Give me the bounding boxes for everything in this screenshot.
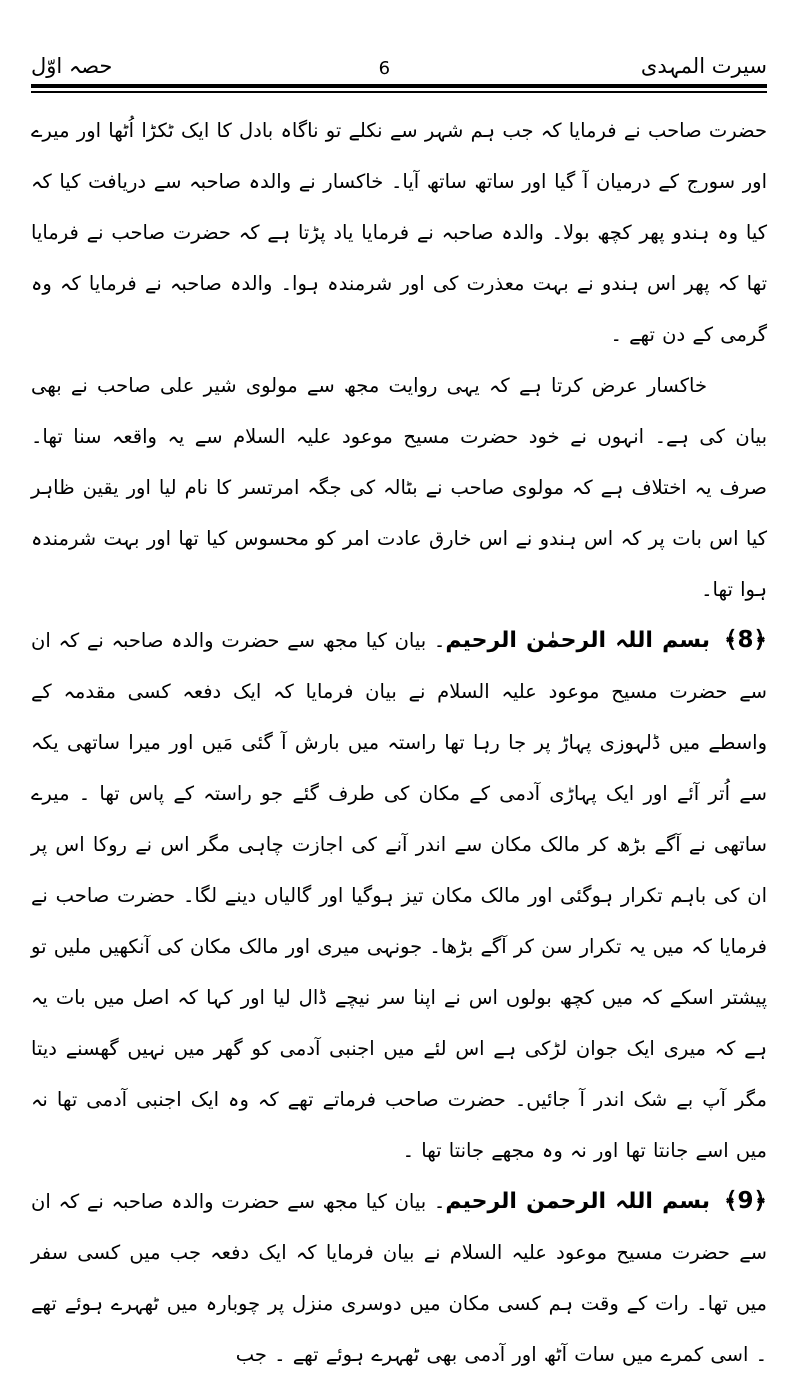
narration-9-text: ۔ بیان کیا مجھ سے حضرت والدہ صاحبہ نے کہ ان سے حضرت مسیح موعود علیہ السلام نے بیان فرمایا کہ ایک دفعہ جب میں کسی سفر میں تھا۔ رات کے وقت ہم کسی مکان میں دوسری منزل پر چوبارہ میں ٹھہرے ہوئے تھے ۔ اسی کمرے میں سات آٹھ اور آدمی بھی ٹھہرے ہوئے تھے ۔ جب <box>31 1190 767 1367</box>
book-title: سیرت المہدی <box>640 54 767 78</box>
paragraph-narration-8 <box>31 615 767 1176</box>
page-body <box>31 105 767 1380</box>
paragraph-khaksar-note: خاکسار عرض کرتا ہے کہ یہی روایت مجھ سے مولوی شیر علی صاحب نے بھی بیان کی ہے۔ انہوں نے خود حضرت مسیح موعود علیہ السلام سے یہ واقعہ سنا تھا۔ صرف یہ اختلاف ہے کہ مولوی صاحب نے بٹالہ کی جگہ امرتسر کا نام لیا اور یقین ظاہر کیا اس بات پر کہ اس ہندو نے اس خارق عادت امر کو محسوس کیا تھا اور بہت شرمندہ ہوا تھا۔ <box>31 374 767 602</box>
header-rule <box>31 84 767 93</box>
part-label: حصہ اوّل <box>31 54 113 78</box>
bismillah-8: بسم اللہ الرحمٰن الرحیم <box>445 628 711 654</box>
book-page <box>0 54 797 1367</box>
bismillah-9: بسم اللہ الرحمن الرحیم <box>445 1189 711 1215</box>
header-rule-thick-line <box>31 84 767 88</box>
page-number: 6 <box>378 57 391 79</box>
paragraph-cloud-narration: حضرت صاحب نے فرمایا کہ جب ہم شہر سے نکلے تو ناگاہ بادل کا ایک ٹکڑا اُٹھا اور میرے اور سورج کے درمیان آ گیا اور ساتھ ساتھ آیا۔ خاکسار نے والدہ صاحبہ سے دریافت کیا کہ کیا وہ ہندو پھر کچھ بولا۔ والدہ صاحبہ نے فرمایا یاد پڑتا ہے کہ حضرت صاحب نے فرمایا تھا کہ پھر اس ہندو نے بہت معذرت کی اور شرمندہ ہوا۔ والدہ صاحبہ نے فرمایا کہ وہ گرمی کے دن تھے ۔ <box>31 119 767 347</box>
header-rule-thin-line <box>31 91 767 93</box>
section-number-8: ﴿8﴾ <box>724 627 767 654</box>
section-number-9: ﴿9﴾ <box>724 1188 767 1215</box>
page-header <box>31 54 767 79</box>
paragraph-narration-9 <box>31 1176 767 1380</box>
narration-8-text: ۔ بیان کیا مجھ سے حضرت والدہ صاحبہ نے کہ ان سے حضرت مسیح موعود علیہ السلام نے بیان فرمایا کہ ایک دفعہ کسی مقدمہ کے واسطے میں ڈلہوزی پہاڑ پر جا رہا تھا راستہ میں بارش آ گئی مَیں اور میرا ساتھی یکہ سے اُتر آئے اور ایک پہاڑی آدمی کے مکان کی طرف گئے جو راستہ کے پاس تھا ۔ میرے ساتھی نے آگے بڑھ کر مالک مکان سے اندر آنے کی اجازت چاہی مگر اس نے روکا اس پر ان کی باہم تکرار ہوگئی اور مالک مکان تیز ہوگیا اور گالیاں دینے لگا۔ حضرت صاحب نے فرمایا کہ میں یہ تکرار سن کر آگے بڑھا۔ جونہی میری اور مالک مکان کی آنکھیں ملیں تو پیشتر اسکے کہ میں کچھ بولوں اس نے اپنا سر نیچے ڈال لیا اور کہا کہ اصل میں بات یہ ہے کہ میری ایک جوان لڑکی ہے اس لئے میں اجنبی آدمی کو گھر میں نہیں گھسنے دیتا مگر آپ بے شک اندر آ جائیں۔ حضرت صاحب فرماتے تھے کہ وہ ایک اجنبی آدمی تھا نہ میں اسے جانتا تھا اور نہ وہ مجھے جانتا تھا ۔ <box>31 629 767 1163</box>
